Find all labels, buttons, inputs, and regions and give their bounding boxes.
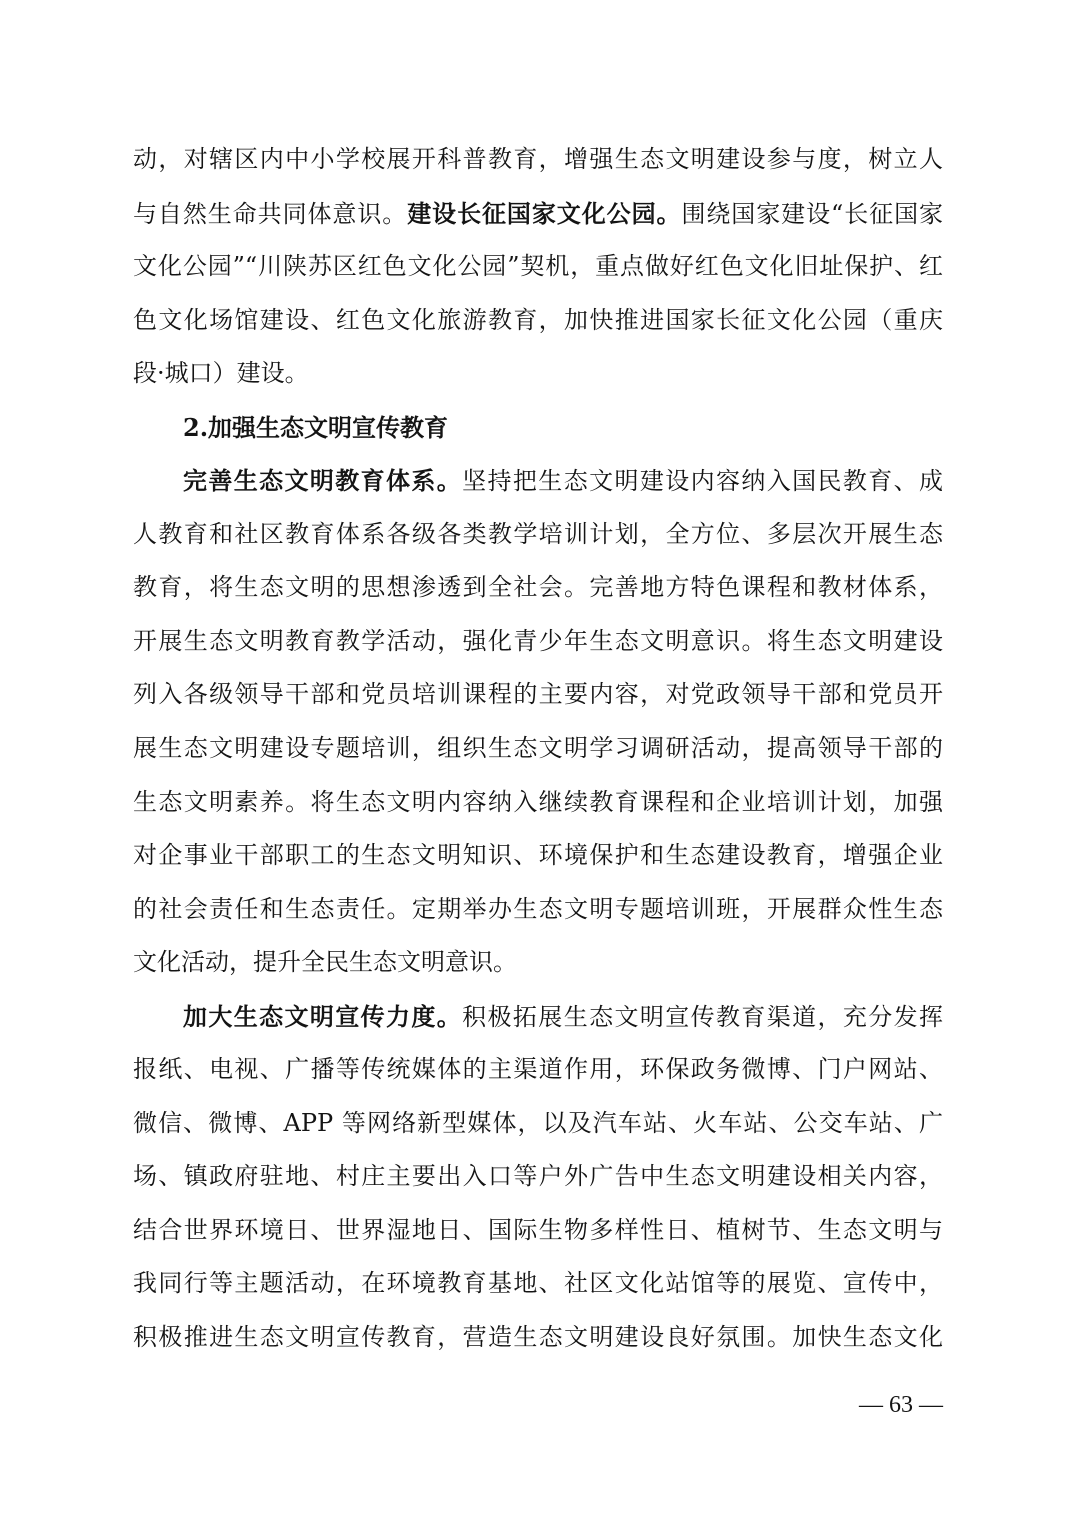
text-run: 坚持把生态文明建设内容纳入国民教育、成	[462, 467, 943, 496]
text-run: 微信、微博、APP 等网络新型媒体，以及汽车站、火车站、公交车站、广	[133, 1108, 943, 1137]
text-run: 与自然生命共同体意识。	[133, 199, 408, 228]
section-heading	[133, 401, 943, 455]
text-line	[133, 1043, 943, 1097]
text-run: 的社会责任和生态责任。定期举办生态文明专题培训班，开展群众性生态	[133, 894, 943, 923]
text-run: 列入各级领导干部和党员培训课程的主要内容，对党政领导干部和党员开	[133, 680, 943, 709]
text-run: 报纸、电视、广播等传统媒体的主渠道作用，环保政务微博、门户网站、	[133, 1055, 943, 1084]
text-line	[133, 615, 943, 669]
text-line	[133, 990, 943, 1044]
text-line	[133, 1150, 943, 1204]
text-line	[133, 1204, 943, 1258]
text-line	[133, 722, 943, 776]
text-run: 生态文明素养。将生态文明内容纳入继续教育课程和企业培训计划，加强	[133, 787, 943, 816]
paragraph	[133, 133, 943, 401]
text-run: 色文化场馆建设、红色文化旅游教育，加快推进国家长征文化公园（重庆	[133, 305, 943, 334]
text-run: 展生态文明建设专题培训，组织生态文明学习调研活动，提高领导干部的	[133, 734, 943, 763]
text-line	[133, 668, 943, 722]
bold-text-run: 加大生态文明宣传力度。	[183, 1001, 463, 1031]
text-run: 开展生态文明教育教学活动，强化青少年生态文明意识。将生态文明建设	[133, 626, 943, 655]
text-line	[133, 936, 943, 990]
text-line	[133, 347, 943, 401]
text-run: 动，对辖区内中小学校展开科普教育，增强生态文明建设参与度，树立人	[133, 145, 943, 173]
text-line	[133, 776, 943, 830]
bold-text-run: 完善生态文明教育体系。	[183, 466, 463, 496]
page-number: — 63 —	[859, 1392, 943, 1418]
text-run: 积极拓展生态文明宣传教育渠道，充分发挥	[462, 1002, 943, 1031]
text-run: 围绕国家建设“长征国家	[681, 199, 943, 228]
text-run: 积极推进生态文明宣传教育，营造生态文明建设良好氛围。加快生态文化	[133, 1323, 943, 1352]
text-line	[133, 294, 943, 348]
text-line	[133, 561, 943, 615]
text-run: 文化公园”“川陕苏区红色文化公园”契机，重点做好红色文化旧址保护、红	[133, 252, 943, 281]
text-line	[133, 454, 943, 508]
bold-text-run: 建设长征国家文化公园。	[407, 198, 682, 228]
paragraph	[133, 990, 943, 1365]
text-line	[133, 240, 943, 294]
text-line	[133, 1097, 943, 1151]
text-run: 我同行等主题活动，在环境教育基地、社区文化站馆等的展览、宣传中，	[133, 1269, 943, 1298]
bold-text-run: 2.加强生态文明宣传教育	[183, 412, 449, 442]
paragraph	[133, 454, 943, 989]
document-body	[133, 133, 943, 1365]
text-line	[133, 508, 943, 562]
text-line	[133, 401, 943, 455]
text-line	[133, 133, 943, 187]
text-line	[133, 829, 943, 883]
text-run: 对企事业干部职工的生态文明知识、环境保护和生态建设教育，增强企业	[133, 841, 943, 870]
text-line	[133, 187, 943, 241]
text-line	[133, 1257, 943, 1311]
text-run: 场、镇政府驻地、村庄主要出入口等户外广告中生态文明建设相关内容，	[133, 1162, 943, 1191]
text-run: 人教育和社区教育体系各级各类教学培训计划，全方位、多层次开展生态	[133, 519, 943, 548]
text-run: 教育，将生态文明的思想渗透到全社会。完善地方特色课程和教材体系，	[133, 573, 943, 602]
text-line	[133, 883, 943, 937]
text-line	[133, 1311, 943, 1365]
text-run: 文化活动，提升全民生态文明意识。	[133, 948, 517, 977]
text-run: 段·城口）建设。	[133, 359, 309, 388]
text-run: 结合世界环境日、世界湿地日、国际生物多样性日、植树节、生态文明与	[133, 1215, 943, 1244]
